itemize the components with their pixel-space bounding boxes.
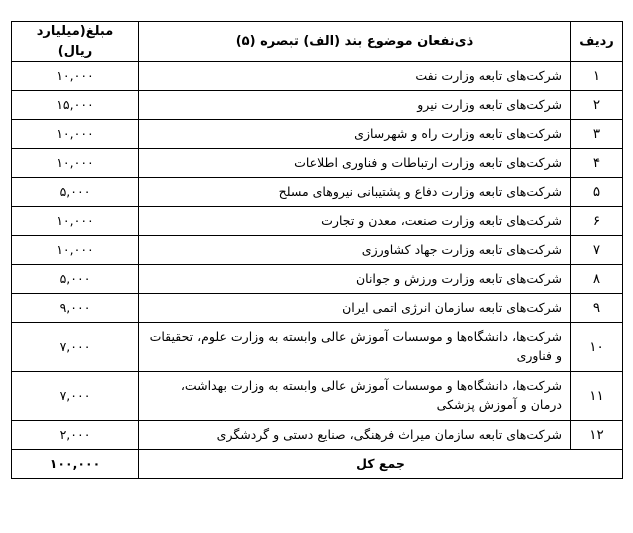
row-amount: ۱۵,۰۰۰ [12,91,139,120]
total-amount: ۱۰۰,۰۰۰ [12,450,139,479]
row-amount: ۱۰,۰۰۰ [12,149,139,178]
row-description: شرکت‌های تابعه وزارت نیرو [139,91,571,120]
row-number: ۱ [571,62,623,91]
row-number: ۶ [571,207,623,236]
table-row [12,236,623,265]
row-amount: ۱۰,۰۰۰ [12,207,139,236]
row-amount: ۹,۰۰۰ [12,294,139,323]
row-description: شرکت‌ها، دانشگاه‌ها و موسسات آموزش عالی وابسته به وزارت بهداشت، درمان و آموزش پزشکی [139,372,571,421]
table-row [12,323,623,372]
row-description: شرکت‌های تابعه سازمان میراث فرهنگی، صنایع دستی و گردشگری [139,421,571,450]
header-row-number: ردیف [571,22,623,62]
total-row [12,450,623,479]
row-amount: ۷,۰۰۰ [12,372,139,421]
row-number: ۳ [571,120,623,149]
table-row [12,421,623,450]
header-row [12,22,623,62]
table-row [12,149,623,178]
row-amount: ۱۰,۰۰۰ [12,120,139,149]
table-row [12,372,623,421]
allocation-table [11,21,623,479]
row-description: شرکت‌ها، دانشگاه‌ها و موسسات آموزش عالی وابسته به وزارت علوم، تحقیقات و فناوری [139,323,571,372]
table-row [12,178,623,207]
row-number: ۱۲ [571,421,623,450]
row-number: ۹ [571,294,623,323]
row-number: ۷ [571,236,623,265]
table-row [12,207,623,236]
row-description: شرکت‌های تابعه وزارت ورزش و جوانان [139,265,571,294]
row-number: ۱۰ [571,323,623,372]
row-amount: ۷,۰۰۰ [12,323,139,372]
row-amount: ۱۰,۰۰۰ [12,236,139,265]
table-row [12,120,623,149]
table-row [12,62,623,91]
table-row [12,265,623,294]
row-description: شرکت‌های تابعه وزارت ارتباطات و فناوری اطلاعات [139,149,571,178]
row-number: ۱۱ [571,372,623,421]
row-number: ۲ [571,91,623,120]
row-number: ۴ [571,149,623,178]
row-description: شرکت‌های تابعه وزارت جهاد کشاورزی [139,236,571,265]
row-description: شرکت‌های تابعه سازمان انرژی اتمی ایران [139,294,571,323]
row-number: ۵ [571,178,623,207]
row-amount: ۱۰,۰۰۰ [12,62,139,91]
row-description: شرکت‌های تابعه وزارت نفت [139,62,571,91]
table-row [12,294,623,323]
row-description: شرکت‌های تابعه وزارت صنعت، معدن و تجارت [139,207,571,236]
row-amount: ۲,۰۰۰ [12,421,139,450]
header-amount: مبلغ(میلیارد ریال) [12,22,139,62]
header-description: ذی‌نفعان موضوع بند (الف) تبصره (۵) [139,22,571,62]
row-amount: ۵,۰۰۰ [12,265,139,294]
total-label: جمع کل [139,450,623,479]
row-number: ۸ [571,265,623,294]
table-row [12,91,623,120]
row-description: شرکت‌های تابعه وزارت دفاع و پشتیبانی نیروهای مسلح [139,178,571,207]
row-description: شرکت‌های تابعه وزارت راه و شهرسازی [139,120,571,149]
row-amount: ۵,۰۰۰ [12,178,139,207]
